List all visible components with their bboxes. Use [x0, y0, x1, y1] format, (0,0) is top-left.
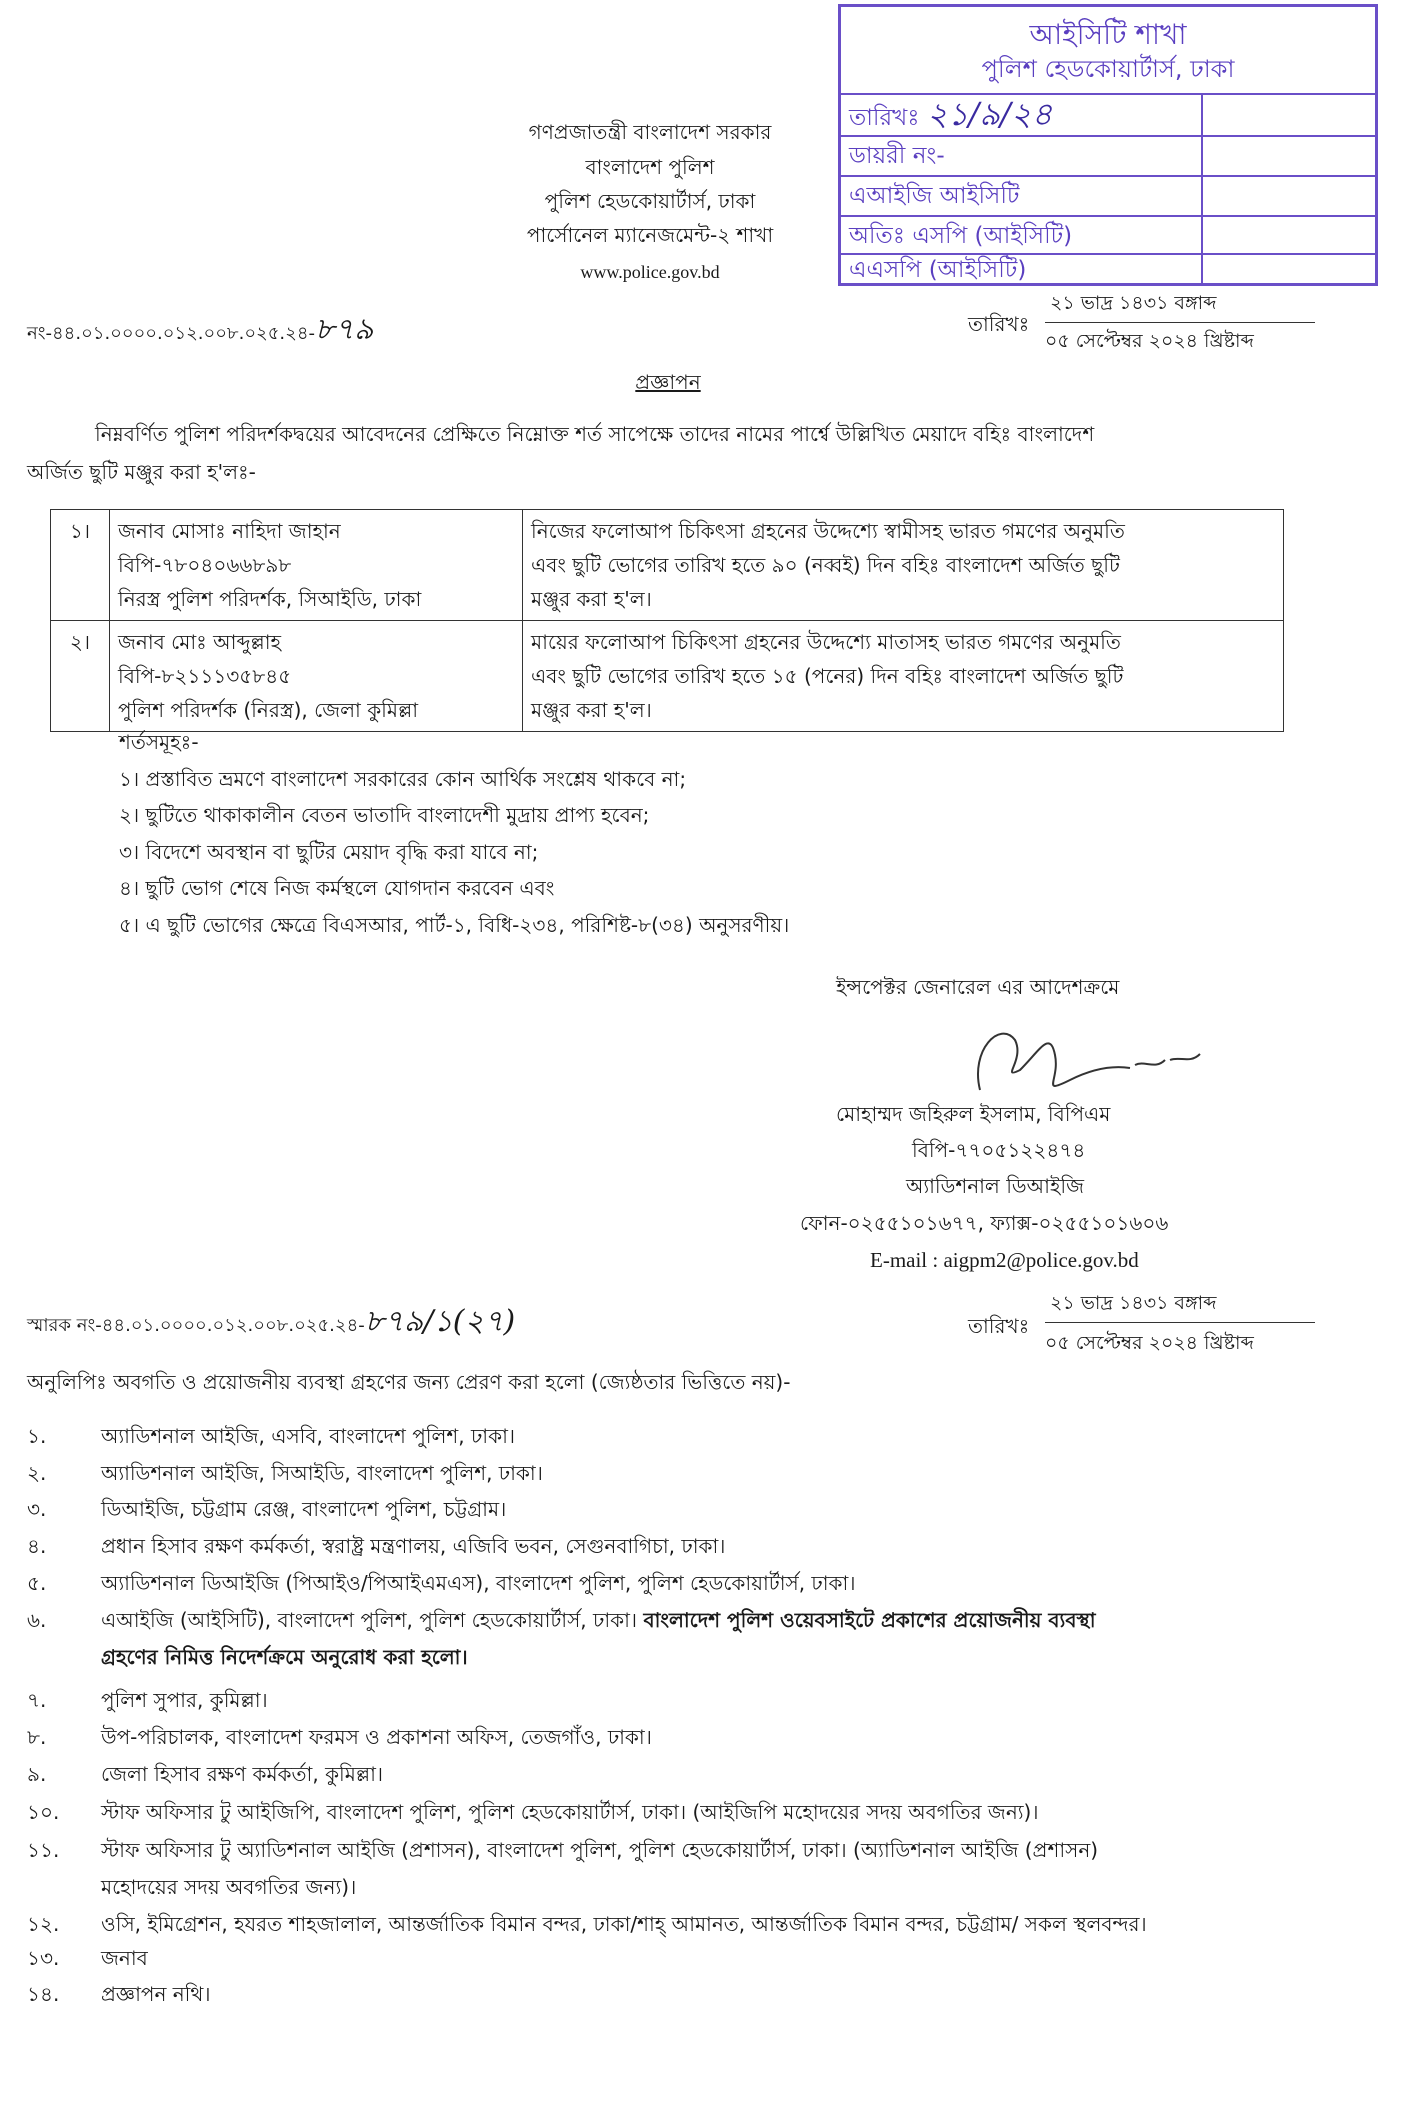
- copy-item-label: জনাব: [101, 1946, 148, 1970]
- copy-item-label: এআইজি (আইসিটি), বাংলাদেশ পুলিশ, পুলিশ হেডকোয়ার্টার্স, ঢাকা।: [101, 1608, 638, 1632]
- copy-item-emphasis: বাংলাদেশ পুলিশ ওয়েবসাইটে প্রকাশের প্রয়োজনীয় ব্যবস্থা: [643, 1608, 1096, 1632]
- details-line: মায়ের ফলোআপ চিকিৎসা গ্রহনের উদ্দেশ্যে মাতাসহ ভারত গমণের অনুমতি: [531, 630, 1121, 654]
- copy-item-number: ১১.: [27, 1838, 60, 1862]
- copy-item-number: ২.: [27, 1461, 47, 1485]
- memo-prefix: স্মারক নং-৪৪.০১.০০০০.০১২.০০৮.০২৫.২৪-: [27, 1315, 365, 1336]
- copy-item-text: [101, 1571, 855, 1595]
- person-cell: [110, 510, 523, 621]
- signature-scribble: [960, 1010, 1230, 1110]
- stamp-row-asp: [841, 253, 1375, 286]
- stamp-label: এএসপি (আইসিটি): [849, 257, 1027, 283]
- copy-item-number: ১৩.: [27, 1946, 60, 1970]
- copy-item-continuation: মহোদয়ের সদয় অবগতির জন্য)।: [101, 1875, 357, 1899]
- copy-item-number: ১৪.: [27, 1982, 60, 2006]
- leave-table: [50, 509, 1284, 732]
- copy-item-number: ৪.: [27, 1534, 47, 1558]
- copy-item-number: ৯.: [27, 1762, 47, 1786]
- copy-item-text: [101, 1688, 268, 1712]
- copy-item-label: উপ-পরিচালক, বাংলাদেশ ফরমস ও প্রকাশনা অফিস, তেজগাঁও, ঢাকা।: [101, 1725, 652, 1749]
- stamp-label: ডায়রী নং-: [849, 143, 945, 169]
- stamp-label: অতিঃ এসপি (আইসিটি): [849, 223, 1073, 249]
- condition-item: ৩। বিদেশে অবস্থান বা ছুটির মেয়াদ বৃদ্ধি করা যাবে না;: [119, 840, 539, 864]
- copy-item-text: [101, 1461, 543, 1485]
- memo-date-bangla: ২১ ভাদ্র ১৪৩১ বঙ্গাব্দ: [1050, 1292, 1217, 1314]
- copy-item-number: ১.: [27, 1424, 47, 1448]
- stamp-label: এআইজি আইসিটি: [849, 183, 1020, 209]
- copy-item-text: [101, 1982, 211, 2006]
- copy-item-number: ৫.: [27, 1571, 47, 1595]
- copy-item-text: [101, 1946, 148, 1970]
- copy-item-label: প্রধান হিসাব রক্ষণ কর্মকর্তা, স্বরাষ্ট্র মন্ত্রণালয়, এজিবি ভবন, সেগুনবাগিচা, ঢাকা।: [101, 1534, 726, 1558]
- reference-prefix: নং-৪৪.০১.০০০০.০১২.০০৮.০২৫.২৪-: [27, 323, 316, 344]
- signatory-designation: অ্যাডিশনাল ডিআইজি: [906, 1174, 1084, 1198]
- condition-item: ১। প্রস্তাবিত ভ্রমণে বাংলাদেশ সরকারের কোন আর্থিক সংশ্লেষ থাকবে না;: [119, 767, 687, 791]
- details-cell: [523, 621, 1284, 732]
- details-cell: [523, 510, 1284, 621]
- signatory-email: E-mail : aigpm2@police.gov.bd: [870, 1248, 1139, 1272]
- copy-item-label: অ্যাডিশনাল আইজি, সিআইডি, বাংলাদেশ পুলিশ, ঢাকা।: [101, 1461, 543, 1485]
- copy-intro: অনুলিপিঃ অবগতি ও প্রয়োজনীয় ব্যবস্থা গ্রহণের জন্য প্রেরণ করা হলো (জ্যেষ্ঠতার ভিত্তিতে নয়)-: [27, 1370, 791, 1394]
- table-row: [51, 510, 1284, 621]
- copy-item-number: ১০.: [27, 1800, 60, 1824]
- date-bangla: ২১ ভাদ্র ১৪৩১ বঙ্গাব্দ: [1050, 292, 1217, 314]
- copy-item-label: স্টাফ অফিসার টু আইজিপি, বাংলাদেশ পুলিশ, পুলিশ হেডকোয়ার্টার্স, ঢাকা। (আইজিপি মহোদয়ের সদয় অবগতির জন্য)।: [101, 1800, 1039, 1824]
- condition-item: ৪। ছুটি ভোগ শেষে নিজ কর্মস্থলে যোগদান করবেন এবং: [119, 876, 555, 900]
- memo-date-divider: [1045, 1322, 1315, 1323]
- copy-item-number: ৩.: [27, 1497, 47, 1521]
- copy-item-label: অ্যাডিশনাল আইজি, এসবি, বাংলাদেশ পুলিশ, ঢাকা।: [101, 1424, 516, 1448]
- date-english: ০৫ সেপ্টেম্বর ২০২৪ খ্রিষ্টাব্দ: [1045, 330, 1254, 352]
- person-name: জনাব মোঃ আব্দুল্লাহ: [118, 630, 282, 654]
- date-divider: [1045, 322, 1315, 323]
- copy-item-label: জেলা হিসাব রক্ষণ কর্মকর্তা, কুমিল্লা।: [101, 1762, 384, 1786]
- details-line: এবং ছুটি ভোগের তারিখ হতে ১৫ (পনের) দিন বহিঃ বাংলাদেশ অর্জিত ছুটি: [531, 664, 1124, 688]
- table-row: [51, 621, 1284, 732]
- copy-item-number: ৬.: [27, 1608, 47, 1632]
- date-label: তারিখঃ: [968, 312, 1030, 336]
- intro-line-2: অর্জিত ছুটি মঞ্জুর করা হ'লঃ-: [27, 460, 256, 484]
- copy-item-label: অ্যাডিশনাল ডিআইজি (পিআইও/পিআইএমএস), বাংলাদেশ পুলিশ, পুলিশ হেডকোয়ার্টার্স, ঢাকা।: [101, 1571, 856, 1595]
- copy-item-label: প্রজ্ঞাপন নথি।: [101, 1982, 211, 2006]
- person-name: জনাব মোসাঃ নাহিদা জাহান: [118, 519, 341, 543]
- person-cell: [110, 621, 523, 732]
- copy-item-continuation: গ্রহণের নিমিত্ত নিদের্শক্রমে অনুরোধ করা হলো।: [101, 1645, 468, 1669]
- stamp-subtitle: পুলিশ হেডকোয়ার্টার্স, ঢাকা: [981, 55, 1235, 83]
- reference-handwritten: ৮৭৯: [315, 312, 374, 347]
- details-line: মঞ্জুর করা হ'ল।: [531, 698, 652, 722]
- copy-item-label: স্টাফ অফিসার টু অ্যাডিশনাল আইজি (প্রশাসন), বাংলাদেশ পুলিশ, পুলিশ হেডকোয়ার্টার্স, ঢাকা। (অ্যাডিশনাল আইজি (প্রশাসন): [101, 1838, 1099, 1862]
- memo-handwritten: ৮৭৯/১(২৭): [364, 1304, 516, 1339]
- letterhead-hq: পুলিশ হেডকোয়ার্টার্স, ঢাকা: [544, 189, 756, 213]
- letterhead-website: www.police.gov.bd: [580, 262, 720, 282]
- person-designation: পুলিশ পরিদর্শক (নিরস্ত্র), জেলা কুমিল্লা: [118, 698, 419, 722]
- stamp-title: আইসিটি শাখা: [1029, 18, 1187, 51]
- details-line: এবং ছুটি ভোগের তারিখ হতে ৯০ (নব্বই) দিন বহিঃ বাংলাদেশ অর্জিত ছুটি: [531, 553, 1120, 577]
- document-title: প্রজ্ঞাপন: [635, 370, 701, 394]
- copy-item-text: [101, 1608, 1096, 1632]
- stamp-row-date: [841, 93, 1375, 135]
- letterhead-police: বাংলাদেশ পুলিশ: [585, 155, 715, 179]
- row-number: ১।: [51, 510, 110, 621]
- copy-item-number: ৭.: [27, 1688, 47, 1712]
- conditions-heading: শর্তসমূহঃ-: [119, 730, 199, 754]
- details-line: নিজের ফলোআপ চিকিৎসা গ্রহনের উদ্দেশ্যে স্বামীসহ ভারত গমণের অনুমতি: [531, 519, 1125, 543]
- copy-item-label: পুলিশ সুপার, কুমিল্লা।: [101, 1688, 268, 1712]
- signatory-bp: বিপি-৭৭০৫১২২৪৭৪: [912, 1138, 1086, 1162]
- person-designation: নিরস্ত্র পুলিশ পরিদর্শক, সিআইডি, ঢাকা: [118, 587, 422, 611]
- stamp-date-handwritten: ২১/৯/২৪: [926, 95, 1053, 133]
- copy-item-label: ডিআইজি, চট্টগ্রাম রেঞ্জ, বাংলাদেশ পুলিশ, চট্টগ্রাম।: [101, 1497, 507, 1521]
- signatory-name: মোহাম্মদ জহিরুল ইসলাম, বিপিএম: [836, 1102, 1111, 1126]
- letterhead-government: গণপ্রজাতন্ত্রী বাংলাদেশ সরকার: [528, 120, 772, 144]
- letterhead-branch: পার্সোনেল ম্যানেজমেন্ট-২ শাখা: [526, 223, 774, 247]
- person-bp: বিপি-৭৮০৪০৬৬৮৯৮: [118, 553, 292, 577]
- copy-item-text: [101, 1725, 652, 1749]
- details-line: মঞ্জুর করা হ'ল।: [531, 587, 652, 611]
- copy-item-text: [101, 1838, 1098, 1862]
- received-stamp: [838, 4, 1378, 286]
- copy-item-text: [101, 1912, 1147, 1936]
- stamp-row-addl-sp: [841, 215, 1375, 255]
- memo-number: [27, 1304, 515, 1340]
- copy-item-text: [101, 1534, 725, 1558]
- person-bp: বিপি-৮২১১১৩৫৮৪৫: [118, 664, 292, 688]
- condition-item: ৫। এ ছুটি ভোগের ক্ষেত্রে বিএসআর, পার্ট-১, বিধি-২৩৪, পরিশিষ্ট-৮(৩৪) অনুসরণীয়।: [119, 913, 790, 937]
- copy-item-text: [101, 1762, 383, 1786]
- copy-item-text: [101, 1800, 1039, 1824]
- copy-item-number: ১২.: [27, 1912, 60, 1936]
- copy-item-number: ৮.: [27, 1725, 47, 1749]
- row-number: ২।: [51, 621, 110, 732]
- intro-line-1: নিম্নবর্ণিত পুলিশ পরিদর্শকদ্বয়ের আবেদনের প্রেক্ষিতে নিম্নোক্ত শর্ত সাপেক্ষে তাদের নামের পার্শ্বে উল্লিখিত মেয়াদে বহিঃ বাংলাদেশ: [95, 422, 1095, 446]
- reference-number: [27, 312, 373, 348]
- signatory-phone: ফোন-০২৫৫১০১৬৭৭, ফ্যাক্স-০২৫৫১০১৬০৬: [800, 1211, 1169, 1235]
- copy-item-text: [101, 1424, 515, 1448]
- stamp-row-diary: [841, 135, 1375, 175]
- order-line: ইন্সপেক্টর জেনারেল এর আদেশক্রমে: [836, 975, 1120, 999]
- condition-item: ২। ছুটিতে থাকাকালীন বেতন ভাতাদি বাংলাদেশী মুদ্রায় প্রাপ্য হবেন;: [119, 803, 650, 827]
- stamp-label: তারিখঃ: [849, 105, 920, 131]
- memo-date-label: তারিখঃ: [968, 1314, 1030, 1338]
- stamp-row-aig: [841, 175, 1375, 215]
- memo-date-english: ০৫ সেপ্টেম্বর ২০২৪ খ্রিষ্টাব্দ: [1045, 1332, 1254, 1354]
- copy-item-label: ওসি, ইমিগ্রেশন, হযরত শাহজালাল, আন্তর্জাতিক বিমান বন্দর, ঢাকা/শাহ্ আমানত, আন্তর্জাতিক বিমান বন্দর, চট্টগ্রাম/ সকল স্থলবন্দর।: [101, 1912, 1147, 1936]
- copy-item-text: [101, 1497, 506, 1521]
